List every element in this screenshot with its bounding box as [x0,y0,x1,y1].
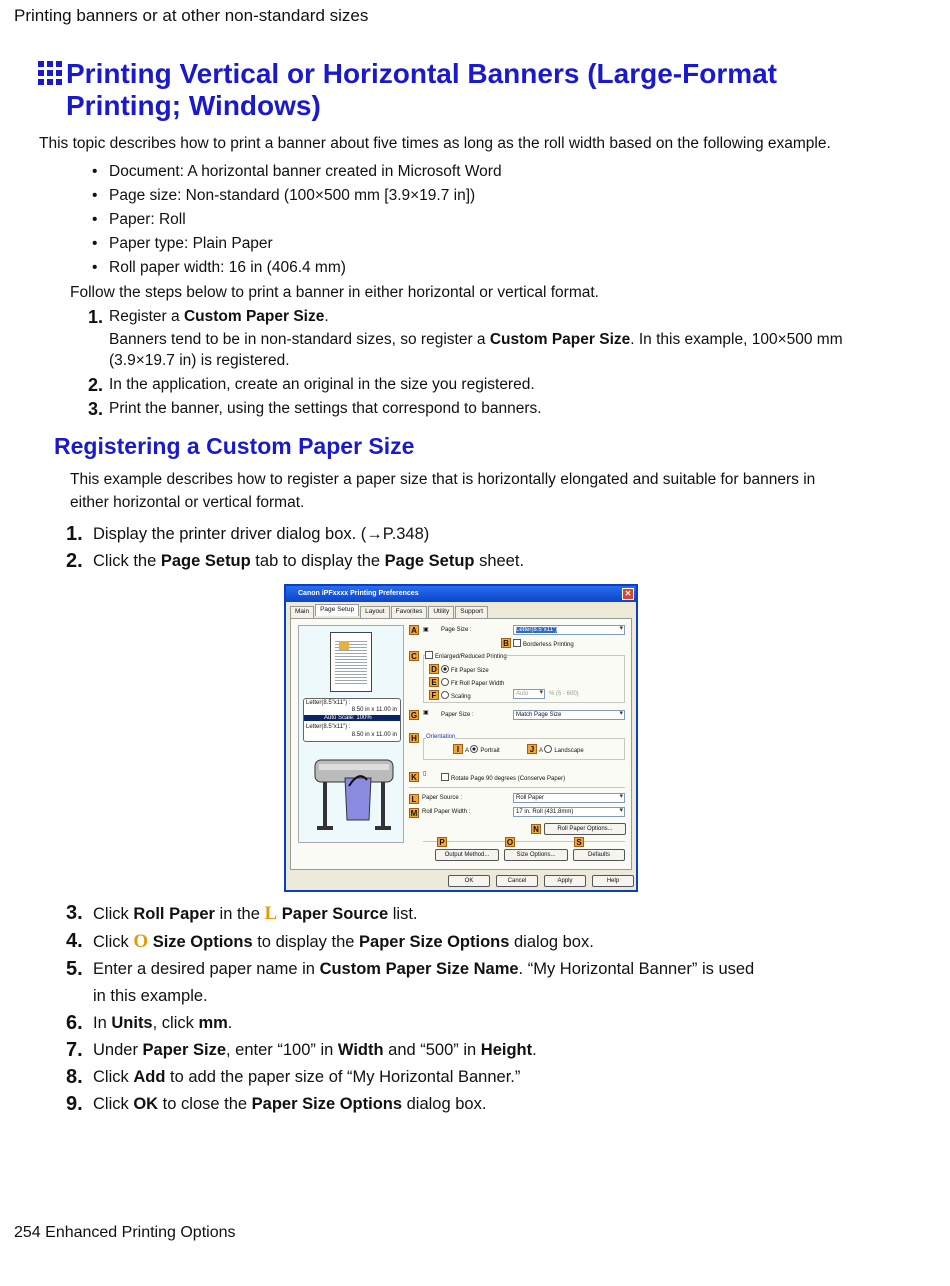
size-options-button[interactable]: Size Options... [504,849,568,861]
paper-source-select[interactable]: Roll Paper ▾ [513,793,625,803]
borderless-checkbox[interactable]: Borderless Printing [513,639,574,648]
roll-width-label: Roll Paper Width : [422,809,471,815]
label-h: H [409,733,419,743]
label-o-marker: O [133,931,149,952]
page-setup-pane [290,618,632,870]
label-e: E [429,677,439,687]
help-button[interactable]: Help [592,875,634,887]
preview-panel [298,625,404,843]
intro-text: This topic describes how to print a banner about five times as long as the roll width based on the following example. [39,135,831,152]
printer-illustration [309,750,399,838]
label-j: J [527,744,537,754]
landscape-radio[interactable]: A Landscape [539,745,584,754]
tab-layout[interactable]: Layout [360,606,390,618]
defaults-button[interactable]: Defaults [573,849,625,861]
label-s: S [574,837,584,847]
apply-button[interactable]: Apply [544,875,586,887]
label-p: P [437,837,447,847]
section-description: This example describes how to register a paper size that is horizontally elongated and suitable for banners in either horizontal or vertical format. [70,471,816,511]
list-item: • Paper type: Plain Paper [92,232,502,256]
rotate-checkbox[interactable]: Rotate Page 90 degrees (Conserve Paper) [441,773,565,782]
steps-a [66,521,846,575]
output-method-button[interactable]: Output Method... [435,849,499,861]
page-size-icon: ▣ [423,627,429,633]
label-f: F [429,690,439,700]
portrait-radio[interactable]: A Portrait [465,745,500,754]
portrait-icon: A [465,748,469,754]
step-item: 9. Click OK to close the Paper Size Options dialog box. [66,1093,487,1115]
page-size-select[interactable]: Letter(8.5"x11") ▾ [513,625,625,635]
divider [409,787,625,788]
paper-size-label: Paper Size : [441,712,474,718]
scaling-range: % (5 - 600) [549,691,579,697]
step-item: 2. Click the Page Setup tab to display the Page Setup sheet. [66,550,525,572]
list-item: • Paper: Roll [92,208,502,232]
tab-support[interactable]: Support [455,606,488,618]
rotate-icon: ▯ [423,771,427,777]
step-continuation: in this example. [93,987,208,1005]
step-item: 7. Under Paper Size, enter “100” in Width and “500” in Height. [66,1039,537,1061]
label-i: I [453,744,463,754]
enlarged-checkbox[interactable]: Enlarged/Reduced Printing [425,651,507,660]
landscape-icon: A [539,748,543,754]
tab-page-setup[interactable]: Page Setup [315,604,359,616]
page-footer: 254 Enhanced Printing Options [14,1224,236,1241]
section-heading: Registering a Custom Paper Size [54,433,415,459]
list-item: • Document: A horizontal banner created in Microsoft Word [92,160,502,184]
label-k: K [409,772,419,782]
scaling-input[interactable]: Auto ▾ [513,689,545,699]
tab-main[interactable]: Main [290,606,314,618]
roll-paper-options-button[interactable]: Roll Paper Options... [544,823,626,835]
fit-roll-radio[interactable]: Fit Roll Paper Width [441,678,504,687]
list-item: • Roll paper width: 16 in (406.4 mm) [92,256,502,280]
divider [423,841,625,842]
preview-info: Letter(8.5"x11") : 8.50 in x 11.00 in Auto Scale: 100% Letter(8.5"x11") : 8.50 in x 11.00 in [303,698,401,742]
label-o: O [506,838,514,847]
close-icon[interactable]: ✕ [622,588,634,600]
steps-b [66,900,846,1118]
step-detail: Banners tend to be in non-standard sizes, so register a Custom Paper Size. In this example, 100×500 mm (3.9×19.7 in) is registered. [109,331,843,369]
step-item: 8. Click Add to add the paper size of “My Horizontal Banner.” [66,1066,521,1088]
step-item: 3. Click Roll Paper in the L Paper Source list. [66,902,418,924]
dialog-tabs [290,606,489,618]
ok-button[interactable]: OK [448,875,490,887]
tab-utility[interactable]: Utility [428,606,454,618]
fit-paper-radio[interactable]: Fit Paper Size [441,665,489,674]
overview-steps [88,305,848,421]
step-item: 5. Enter a desired paper name in Custom Paper Size Name. “My Horizontal Banner” is used [66,958,755,980]
step-item: 6. In Units, click mm. [66,1012,233,1034]
step-item: 4. Click O Size Options to display the Paper Size Options dialog box. [66,930,594,952]
running-header: Printing banners or at other non-standard sizes [14,6,369,25]
example-list [92,160,502,280]
list-item: • Page size: Non-standard (100×500 mm [3.9×19.7 in]) [92,184,502,208]
label-a: A [409,625,419,635]
label-l-marker: L [264,903,278,924]
step-item: 1. Display the printer driver dialog box. (→P.348) [66,523,430,545]
page-preview [330,632,372,692]
printer-preferences-dialog [284,584,638,892]
label-n: N [531,824,541,834]
roll-width-select[interactable]: 17 in. Roll (431.8mm) ▾ [513,807,625,817]
grid-icon [38,61,62,85]
label-l: L [409,794,419,804]
follow-text: Follow the steps below to print a banner in either horizontal or vertical format. [70,284,599,301]
page-title: Printing Vertical or Horizontal Banners (Large-Format Printing; Windows) [38,58,918,122]
step-item: 1. Register a Custom Paper Size. [88,307,329,327]
paper-size-select[interactable]: Match Page Size ▾ [513,710,625,720]
label-b: B [501,638,511,648]
paper-source-label: Paper Source : [422,795,463,801]
label-g: G [410,711,418,720]
tab-favorites[interactable]: Favorites [391,606,428,618]
label-c: C [409,651,419,661]
orientation-label: Orientation [426,734,456,740]
label-m: M [410,809,418,818]
dialog-titlebar: Canon iPFxxxx Printing Preferences ✕ [286,586,636,602]
step-item: 3. Print the banner, using the settings that correspond to banners. [88,399,542,419]
page-size-label: Page Size : [441,627,472,633]
scaling-radio[interactable]: Scaling [441,691,471,700]
cancel-button[interactable]: Cancel [496,875,538,887]
step-item: 2. In the application, create an original in the size you registered. [88,375,535,395]
paper-size-icon: ▣ [423,710,429,716]
label-d: D [429,664,439,674]
